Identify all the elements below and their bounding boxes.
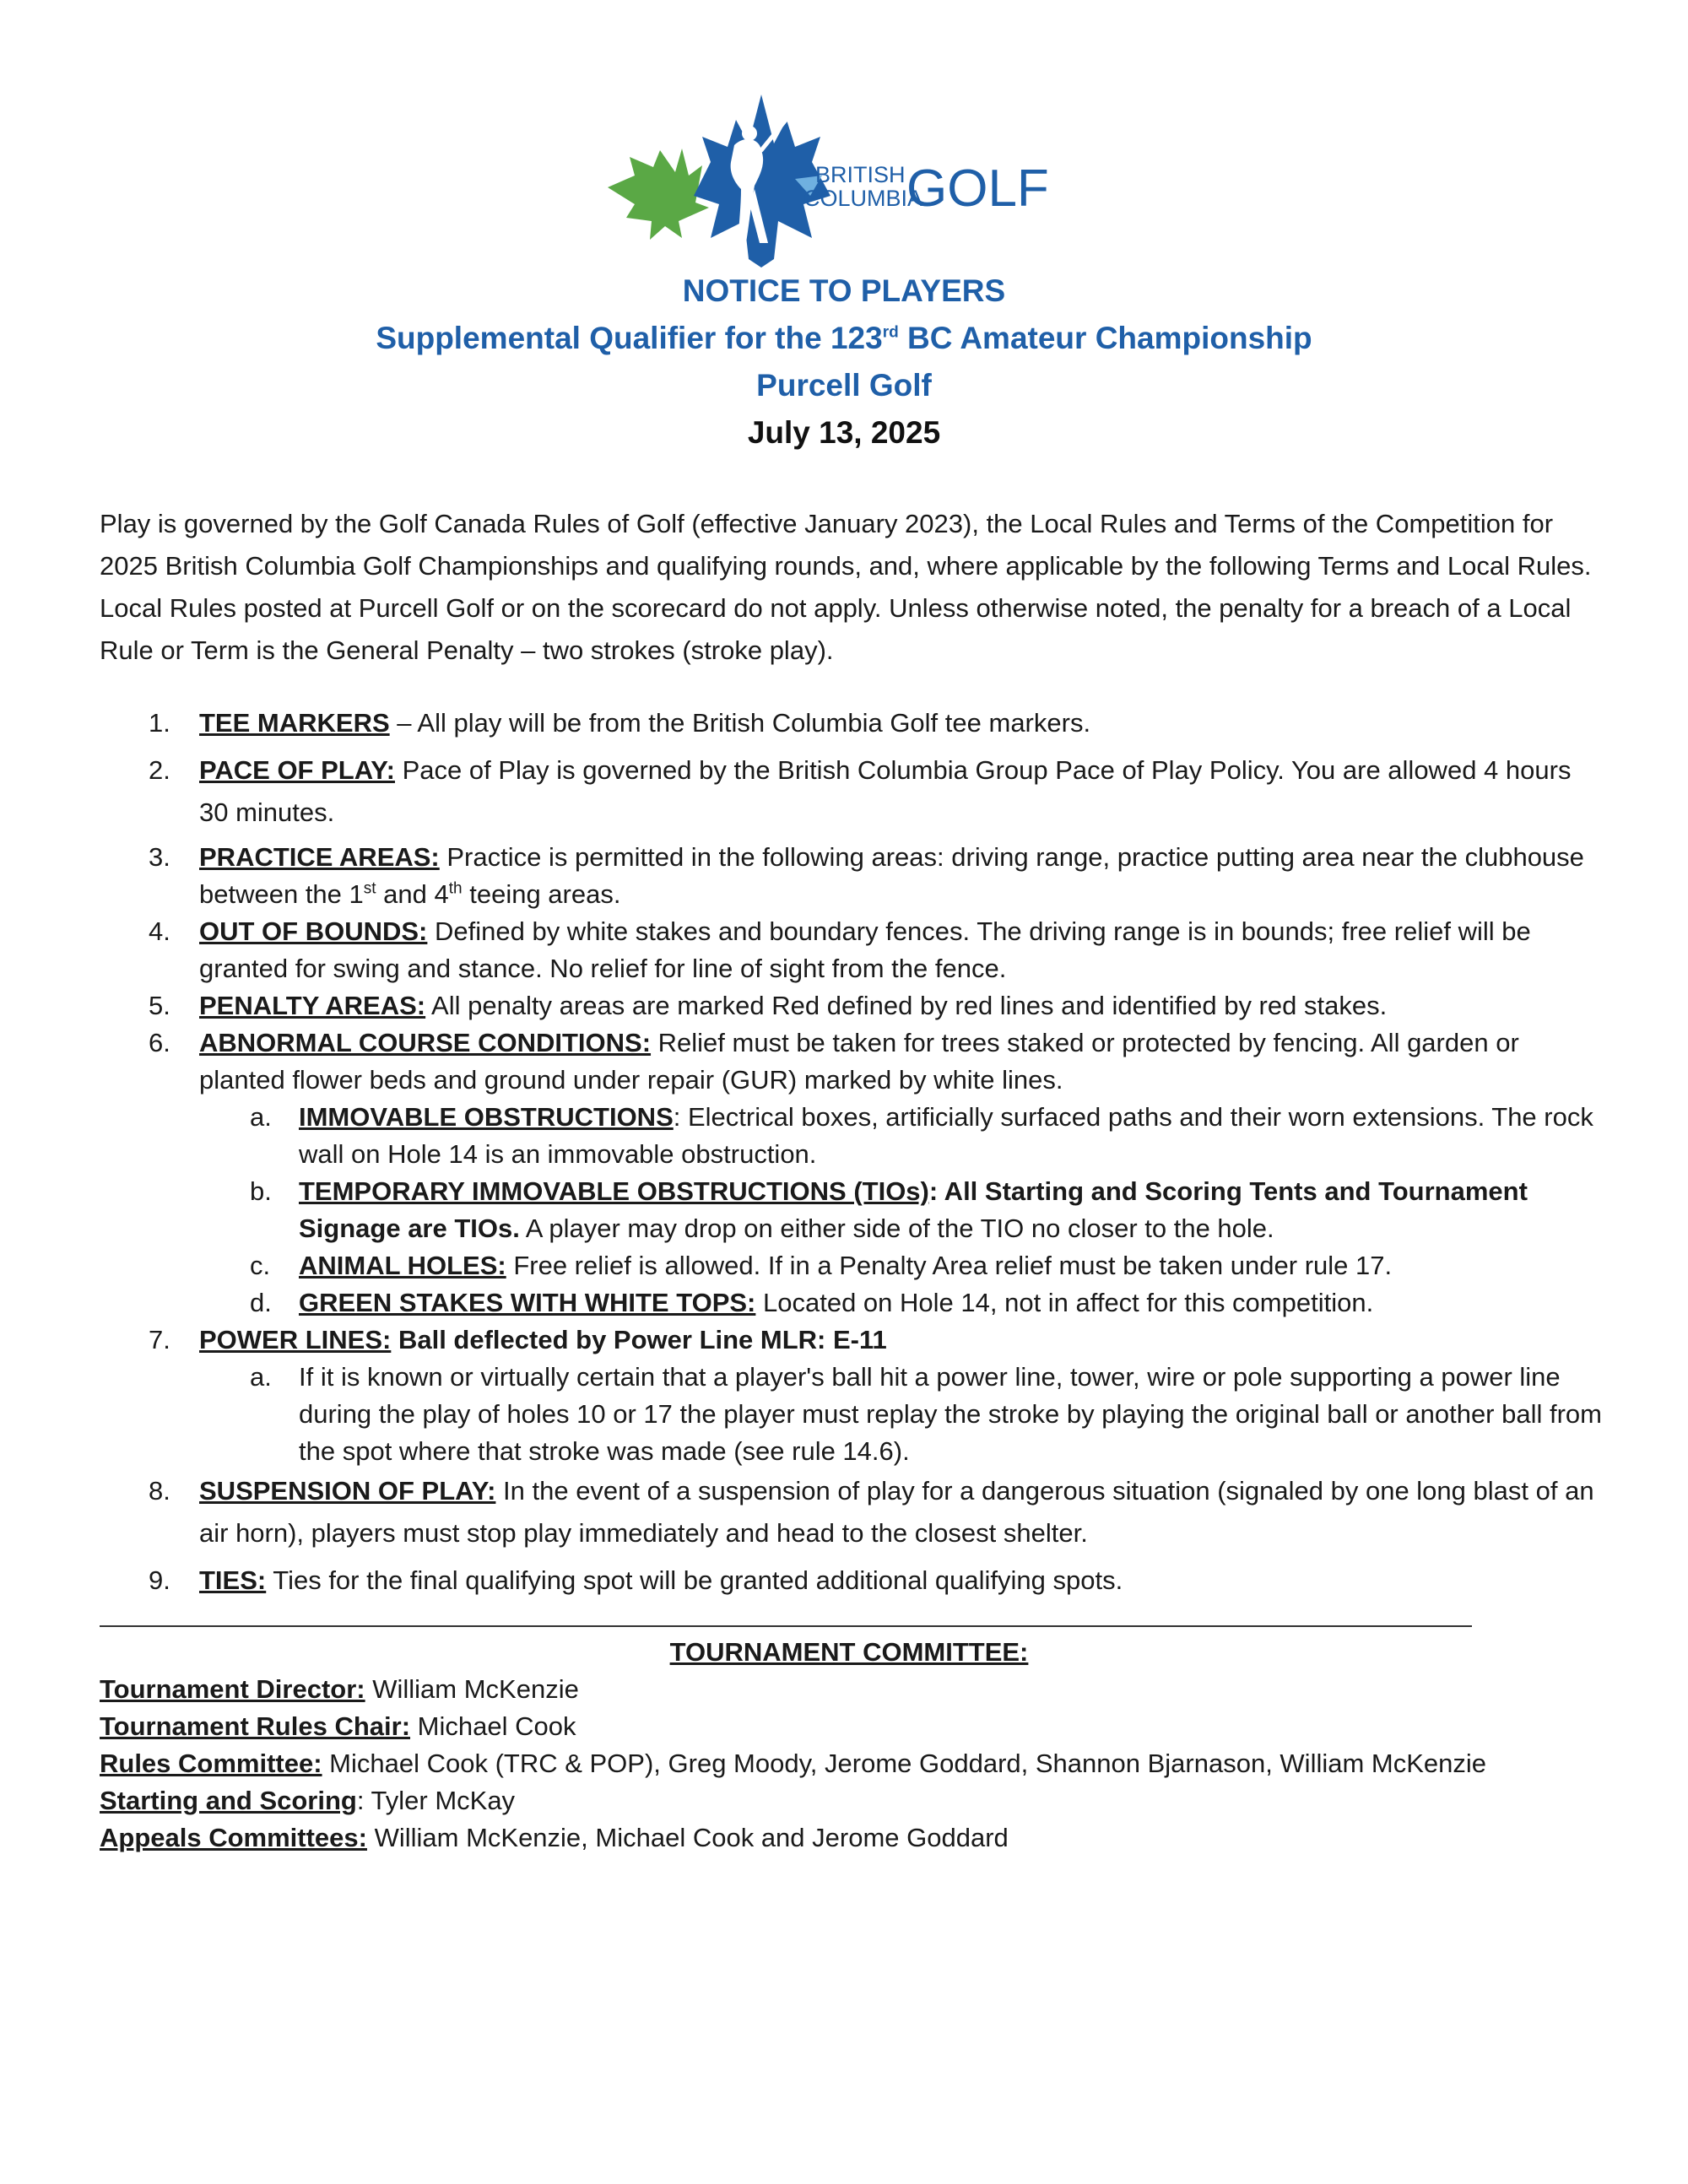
rule-number: 4.	[149, 916, 170, 946]
ordinal-sup: st	[363, 879, 376, 898]
rule-item	[100, 1024, 1602, 1322]
sub-rules-list	[199, 1359, 1602, 1470]
sub-rule-text: Free relief is allowed. If in a Penalty Area relief must be taken under rule 17.	[506, 1251, 1393, 1280]
rule-title: TEE MARKERS	[199, 708, 390, 738]
intro-paragraph: Play is governed by the Golf Canada Rules of Golf (effective January 2023), the Local Rules and Terms of the Competition for 2025 British Columbia Golf Championships and qualifying rounds, and, where applicable by the following Terms and Local Rules. Local Rules posted at Purcell Golf or on the scorecard do not apply. Unless otherwise noted, the penalty for a breach of a Local Rule or Term is the General Penalty – two strokes (stroke play).	[100, 509, 1592, 665]
rule-title: SUSPENSION OF PLAY:	[199, 1476, 496, 1506]
committee-value: William McKenzie, Michael Cook and Jerome Goddard	[366, 1823, 1009, 1852]
committee-value: Michael Cook (TRC & POP), Greg Moody, Jerome Goddard, Shannon Bjarnason, William McKenzie	[322, 1749, 1487, 1778]
rule-item	[100, 913, 1602, 987]
committee-row-starting-scoring	[100, 1782, 1619, 1819]
sub-rule-letter: a.	[250, 1102, 272, 1132]
sub-rule-letter: a.	[250, 1362, 272, 1392]
sub-rule-bold-text: : All Starting and Scoring Tents and Tournament Signage are TIOs.	[299, 1176, 1528, 1243]
rule-number: 6.	[149, 1028, 170, 1057]
sub-rule-title: ANIMAL HOLES:	[299, 1251, 506, 1280]
rule-number: 9.	[149, 1565, 170, 1595]
rule-title: PENALTY AREAS:	[199, 991, 426, 1020]
rule-number: 1.	[149, 708, 170, 738]
rule-text: Practice is permitted in the following areas: driving range, practice putting area near the clubhouse between the 1	[199, 842, 1584, 909]
british-columbia-golf-logo	[601, 95, 1090, 272]
event-date: July 13, 2025	[747, 415, 941, 450]
committee-label: Appeals Committees:	[100, 1823, 367, 1852]
logo-word-golf: GOLF	[906, 159, 1049, 218]
rule-number: 3.	[149, 842, 170, 872]
notice-title: NOTICE TO PLAYERS	[682, 273, 1006, 308]
committee-title: TOURNAMENT COMMITTEE:	[669, 1637, 1029, 1667]
rule-title: PACE OF PLAY:	[199, 755, 395, 785]
sub-rule-item	[199, 1099, 1602, 1173]
rule-number: 2.	[149, 755, 170, 785]
sub-rule-title: GREEN STAKES WITH WHITE TOPS:	[299, 1288, 756, 1317]
rule-number: 8.	[149, 1476, 170, 1506]
committee-row-appeals	[100, 1819, 1619, 1857]
committee-row-rules-committee	[100, 1745, 1619, 1782]
rule-text: and 4	[376, 879, 449, 909]
committee-value: : Tyler McKay	[356, 1786, 516, 1815]
rule-text: teeing areas.	[462, 879, 621, 909]
sub-rule-item	[199, 1359, 1602, 1470]
sub-rule-letter: d.	[250, 1288, 272, 1317]
rule-title: ABNORMAL COURSE CONDITIONS:	[199, 1028, 652, 1057]
sub-rule-text: If it is known or virtually certain that a player's ball hit a power line, tower, wire or pole supporting a power line during the play of holes 10 or 17 the player must replay the stroke by playing the original ball or another ball from the spot where that stroke was made (see rule 14.6).	[299, 1362, 1602, 1466]
sub-rule-letter: c.	[250, 1251, 271, 1280]
committee-value: Michael Cook	[410, 1711, 576, 1741]
committee-label: Rules Committee:	[100, 1749, 322, 1778]
logo-line-columbia: COLUMBIA	[803, 186, 923, 211]
rule-item	[100, 1470, 1602, 1554]
section-divider	[100, 1625, 1472, 1627]
rule-text: – All play will be from the British Columbia Golf tee markers.	[389, 708, 1091, 738]
rule-title: POWER LINES:	[199, 1325, 392, 1354]
rule-text: Pace of Play is governed by the British Columbia Group Pace of Play Policy. You are allowed 4 hours 30 minutes.	[199, 755, 1572, 827]
rule-item	[100, 749, 1602, 834]
sub-rule-text: A player may drop on either side of the TIO no closer to the hole.	[519, 1214, 1274, 1243]
rules-list	[100, 702, 1602, 1602]
rule-title: OUT OF BOUNDS:	[199, 916, 428, 946]
committee-row-director	[100, 1671, 1619, 1708]
rule-item	[100, 1560, 1602, 1602]
rule-title: PRACTICE AREAS:	[199, 842, 440, 872]
rule-text: Ties for the final qualifying spot will be granted additional qualifying spots.	[266, 1565, 1123, 1595]
rule-number: 5.	[149, 991, 170, 1020]
rule-text: In the event of a suspension of play for a dangerous situation (signaled by one long blast of an air horn), players must stop play immediately and head to the closest shelter.	[199, 1476, 1594, 1548]
sub-rule-title: TEMPORARY IMMOVABLE OBSTRUCTIONS (TIOs)	[299, 1176, 929, 1206]
logo-line-british: BRITISH	[815, 162, 906, 187]
rule-item	[100, 839, 1602, 913]
committee-label: Tournament Rules Chair:	[100, 1711, 411, 1741]
venue-name: Purcell Golf	[756, 368, 932, 403]
subtitle-post: BC Amateur Championship	[898, 321, 1312, 355]
rule-text: All penalty areas are marked Red defined by red lines and identified by red stakes.	[425, 991, 1388, 1020]
committee-value: William McKenzie	[365, 1674, 579, 1704]
maple-leaf-golfer-icon	[601, 95, 1090, 272]
sub-rule-item	[199, 1247, 1602, 1284]
rule-item	[100, 1322, 1602, 1470]
ordinal-sup: th	[448, 879, 463, 898]
tournament-committee	[100, 1634, 1619, 1857]
rule-text: Relief must be taken for trees staked or protected by fencing. All garden or planted flower beds and ground under repair (GUR) marked by white lines.	[199, 1028, 1519, 1095]
rule-text: Defined by white stakes and boundary fences. The driving range is in bounds; free relief will be granted for swing and stance. No relief for line of sight from the fence.	[199, 916, 1531, 983]
sub-rule-letter: b.	[250, 1176, 272, 1206]
sub-rule-text: : Electrical boxes, artificially surfaced paths and their worn extensions. The rock wall on Hole 14 is an immovable obstruction.	[299, 1102, 1593, 1169]
subtitle-pre: Supplemental Qualifier for the 123	[376, 321, 883, 355]
rule-title: TIES:	[199, 1565, 267, 1595]
event-subtitle	[0, 319, 1688, 358]
sub-rule-item	[199, 1284, 1602, 1322]
committee-label: Tournament Director:	[100, 1674, 365, 1704]
rule-number: 7.	[149, 1325, 170, 1354]
rule-item	[100, 987, 1602, 1024]
sub-rule-item	[199, 1173, 1602, 1247]
sub-rule-title: IMMOVABLE OBSTRUCTIONS	[299, 1102, 674, 1132]
rule-bold-text: Ball deflected by Power Line MLR: E-11	[391, 1325, 887, 1354]
committee-label: Starting and Scoring	[100, 1786, 357, 1815]
committee-row-rules-chair	[100, 1708, 1619, 1745]
rule-item	[100, 702, 1602, 744]
subtitle-sup: rd	[882, 323, 899, 342]
sub-rule-text: Located on Hole 14, not in affect for this competition.	[755, 1288, 1374, 1317]
sub-rules-list	[199, 1099, 1602, 1322]
